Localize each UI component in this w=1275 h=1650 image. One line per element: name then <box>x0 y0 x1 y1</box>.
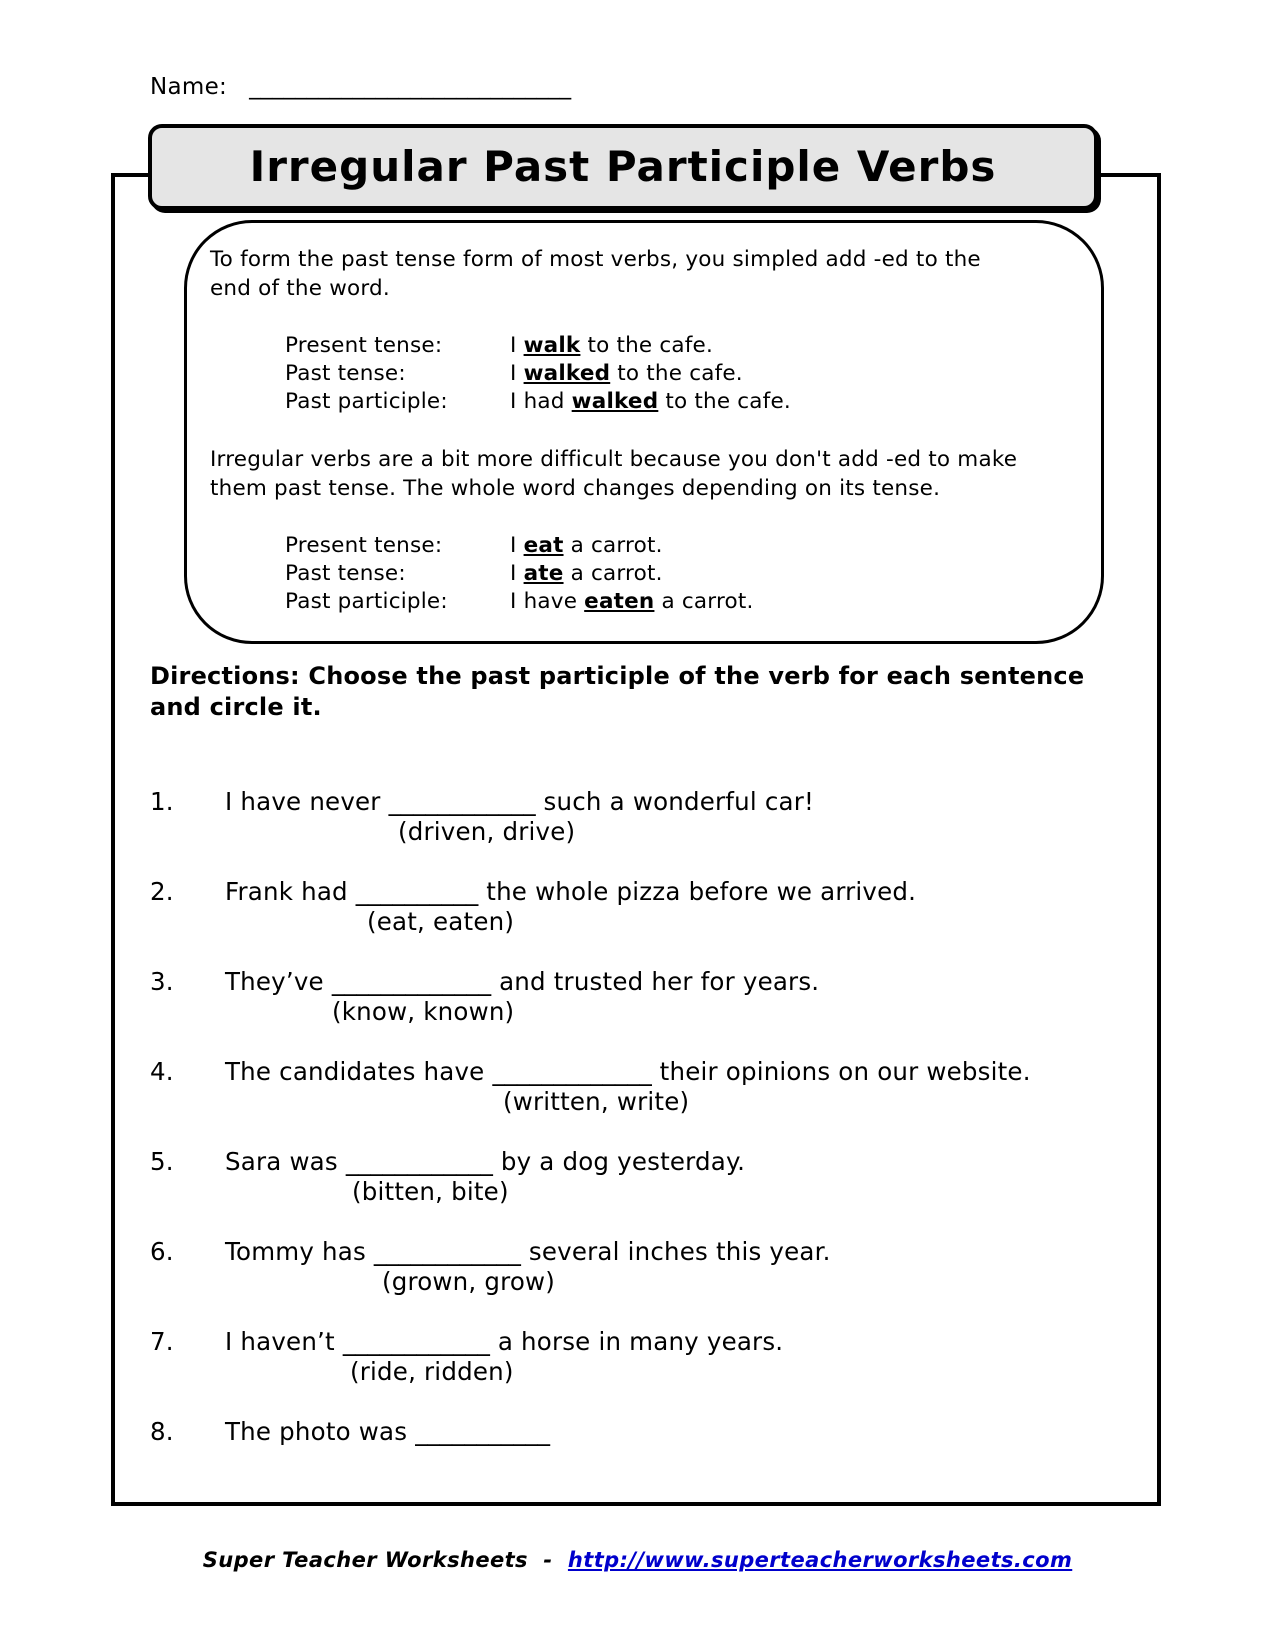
directions <box>150 661 1120 723</box>
example-label: Past tense: <box>285 361 406 386</box>
example-text: to the cafe. <box>610 361 743 386</box>
choice-options: (written, write) <box>503 1087 690 1116</box>
question-text: their opinions on our website. <box>651 1057 1031 1086</box>
title-box <box>148 124 1098 210</box>
question-row <box>150 1417 550 1447</box>
answer-blank[interactable]: ____________ <box>345 1147 493 1176</box>
info-line: Irregular verbs are a bit more difficult because you don't add -ed to make <box>210 447 1018 472</box>
example-text: I <box>510 333 524 358</box>
footer-link[interactable]: http://www.superteacherworksheets.com <box>567 1548 1073 1572</box>
example-label: Past participle: <box>285 389 448 414</box>
question-text: by a dog yesterday. <box>492 1147 746 1176</box>
example-verb: walked <box>523 361 611 386</box>
question-row <box>150 967 819 997</box>
choice-options: (bitten, bite) <box>352 1177 509 1206</box>
answer-blank[interactable]: ___________ <box>415 1417 550 1446</box>
example-text: a carrot. <box>654 589 754 614</box>
example-row <box>285 360 743 388</box>
question-text: The candidates have <box>225 1057 493 1086</box>
question-row <box>150 877 916 907</box>
example-text: a carrot. <box>563 533 663 558</box>
example-label: Past tense: <box>285 561 406 586</box>
example-text: I <box>510 361 524 386</box>
example-row <box>285 560 663 588</box>
example-text: I had <box>510 389 572 414</box>
example-verb: walked <box>571 389 659 414</box>
example-text: to the cafe. <box>658 389 791 414</box>
question-row <box>150 1327 783 1357</box>
question-text: several inches this year. <box>520 1237 831 1266</box>
example-text: I <box>510 533 524 558</box>
example-text: I <box>510 561 524 586</box>
example-row <box>285 388 791 416</box>
question-text: Sara was <box>225 1147 346 1176</box>
question-number: 7. <box>150 1327 174 1356</box>
example-verb: eaten <box>584 589 655 614</box>
name-blank: ____________________________ <box>249 74 572 100</box>
example-row <box>285 588 754 616</box>
example-text: to the cafe. <box>580 333 714 358</box>
question-text: The photo was <box>225 1417 416 1446</box>
question-number: 2. <box>150 877 174 906</box>
question-row <box>150 1147 745 1177</box>
info-line: them past tense. The whole word changes depending on its tense. <box>210 475 941 501</box>
question-number: 8. <box>150 1417 174 1446</box>
example-verb: eat <box>523 533 564 558</box>
name-line <box>150 74 689 100</box>
example-row <box>285 532 663 560</box>
question-text: the whole pizza before we arrived. <box>478 877 917 906</box>
answer-blank[interactable]: __________ <box>355 877 479 906</box>
info-line: end of the word. <box>210 275 390 301</box>
answer-blank[interactable]: ____________ <box>388 787 536 816</box>
question-number: 4. <box>150 1057 174 1086</box>
question-number: 5. <box>150 1147 174 1176</box>
choice-options: (eat, eaten) <box>367 907 515 936</box>
choice-options: (know, known) <box>332 997 515 1026</box>
question-number: 1. <box>150 787 174 816</box>
example-verb: ate <box>523 561 564 586</box>
answer-blank[interactable]: _____________ <box>492 1057 652 1086</box>
directions-line: and circle it. <box>150 693 322 721</box>
example-label: Present tense: <box>285 533 443 558</box>
example-label: Present tense: <box>285 333 443 358</box>
name-label: Name: <box>150 74 228 100</box>
example-label: Past participle: <box>285 589 448 614</box>
answer-blank[interactable]: ____________ <box>373 1237 521 1266</box>
directions-line: Directions: Choose the past participle of the verb for each sentence <box>150 662 1085 690</box>
question-text: Tommy has <box>225 1237 374 1266</box>
question-row <box>150 1057 1031 1087</box>
example-text: a carrot. <box>563 561 663 586</box>
choice-options: (driven, drive) <box>398 817 576 846</box>
question-text: I haven’t <box>225 1327 343 1356</box>
question-text: a horse in many years. <box>489 1327 784 1356</box>
footer-separator: - <box>527 1548 568 1572</box>
info-paragraph-1 <box>210 246 981 303</box>
choice-options: (ride, ridden) <box>350 1357 514 1386</box>
question-text: Frank had <box>225 877 356 906</box>
question-text: and trusted her for years. <box>491 967 820 996</box>
question-number: 3. <box>150 967 174 996</box>
footer <box>0 1548 1275 1572</box>
question-row <box>150 1237 831 1267</box>
question-row <box>150 787 814 817</box>
answer-blank[interactable]: ____________ <box>342 1327 490 1356</box>
question-text: such a wonderful car! <box>535 787 815 816</box>
info-paragraph-2 <box>210 446 1017 503</box>
example-row <box>285 332 713 360</box>
example-verb: walk <box>523 333 581 358</box>
choice-options: (grown, grow) <box>382 1267 556 1296</box>
footer-brand: Super Teacher Worksheets <box>202 1548 528 1572</box>
info-line: To form the past tense form of most verbs, you simpled add -ed to the <box>210 247 981 272</box>
question-text: They’ve <box>225 967 332 996</box>
question-number: 6. <box>150 1237 174 1266</box>
page-title: Irregular Past Participle Verbs <box>249 142 997 191</box>
example-text: I have <box>510 589 585 614</box>
question-text: I have never <box>225 787 389 816</box>
answer-blank[interactable]: _____________ <box>331 967 492 996</box>
